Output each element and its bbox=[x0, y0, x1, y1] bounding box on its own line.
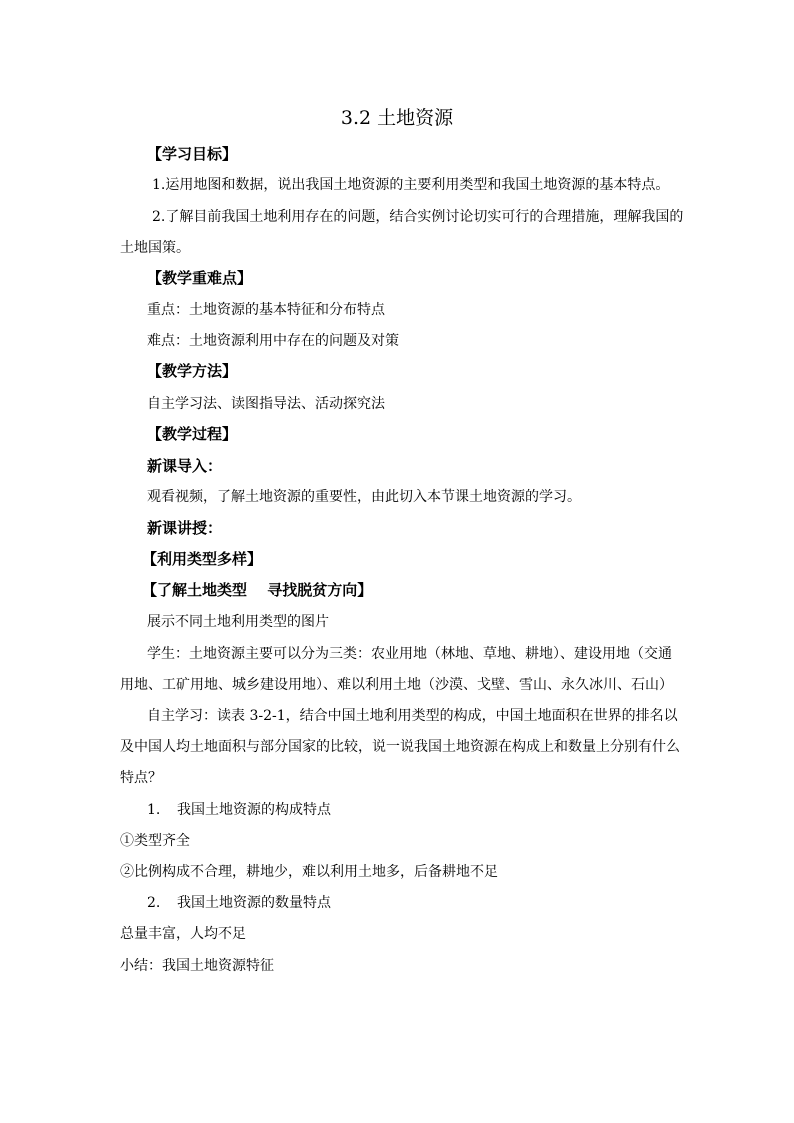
list-item-2-text: 我国土地资源的数量特点 bbox=[177, 895, 331, 911]
list-item-1-text: 我国土地资源的构成特点 bbox=[177, 802, 331, 818]
self-study-line-3: 特点？ bbox=[120, 770, 162, 786]
intro-text: 观看视频，了解土地资源的重要性，由此切入本节课土地资源的学习。 bbox=[147, 489, 581, 505]
difficulty-text: 难点：土地资源利用中存在的问题及对策 bbox=[147, 333, 399, 349]
page-title: 3.2 土地资源 bbox=[340, 107, 454, 129]
process-heading: 【教学过程】 bbox=[147, 425, 238, 443]
list-item-1 bbox=[147, 800, 707, 820]
subsection-heading: 【了解土地类型 寻找脱贫方向】 bbox=[142, 581, 373, 599]
methods-heading: 【教学方法】 bbox=[147, 362, 238, 380]
keypoint-text: 重点：土地资源的基本特征和分布特点 bbox=[147, 302, 385, 318]
self-study-line-2: 及中国人均土地面积与部分国家的比较，说一说我国土地资源在构成上和数量上分别有什么 bbox=[120, 739, 680, 755]
list-item-1-point-b: ②比例构成不合理，耕地少，难以利用土地多，后备耕地不足 bbox=[120, 864, 498, 880]
objective-1: 1.运用地图和数据，说出我国土地资源的主要利用类型和我国土地资源的基本特点。 bbox=[152, 177, 670, 193]
student-line-1: 学生：土地资源主要可以分为三类：农业用地（林地、草地、耕地）、建设用地（交通 bbox=[147, 646, 672, 662]
intro-heading: 新课导入： bbox=[147, 457, 223, 475]
list-item-2-number: 2. bbox=[147, 895, 161, 911]
lecture-heading: 新课讲授： bbox=[147, 519, 223, 537]
self-study-line-1: 自主学习：读表 3-2-1，结合中国土地利用类型的构成，中国土地面积在世界的排名以 bbox=[147, 708, 678, 724]
list-item-2 bbox=[147, 893, 707, 913]
objectives-heading: 【学习目标】 bbox=[147, 145, 238, 163]
list-item-1-number: 1. bbox=[147, 802, 161, 818]
objective-2-line-1: 2.了解目前我国土地利用存在的问题，结合实例讨论切实可行的合理措施，理解我国的 bbox=[152, 209, 684, 225]
list-item-2-point-a: 总量丰富，人均不足 bbox=[120, 926, 246, 942]
section-heading: 【利用类型多样】 bbox=[142, 550, 263, 568]
student-line-2: 用地、工矿用地、城乡建设用地）、难以利用土地（沙漠、戈壁、雪山、永久冰川、石山） bbox=[120, 677, 673, 693]
methods-text: 自主学习法、读图指导法、活动探究法 bbox=[147, 396, 385, 412]
objective-2-line-2: 土地国策。 bbox=[120, 240, 190, 256]
summary-text: 小结：我国土地资源特征 bbox=[120, 958, 274, 974]
keypoints-heading: 【教学重难点】 bbox=[147, 269, 253, 287]
show-pictures-text: 展示不同土地利用类型的图片 bbox=[147, 614, 329, 630]
list-item-1-point-a: ①类型齐全 bbox=[120, 833, 190, 849]
